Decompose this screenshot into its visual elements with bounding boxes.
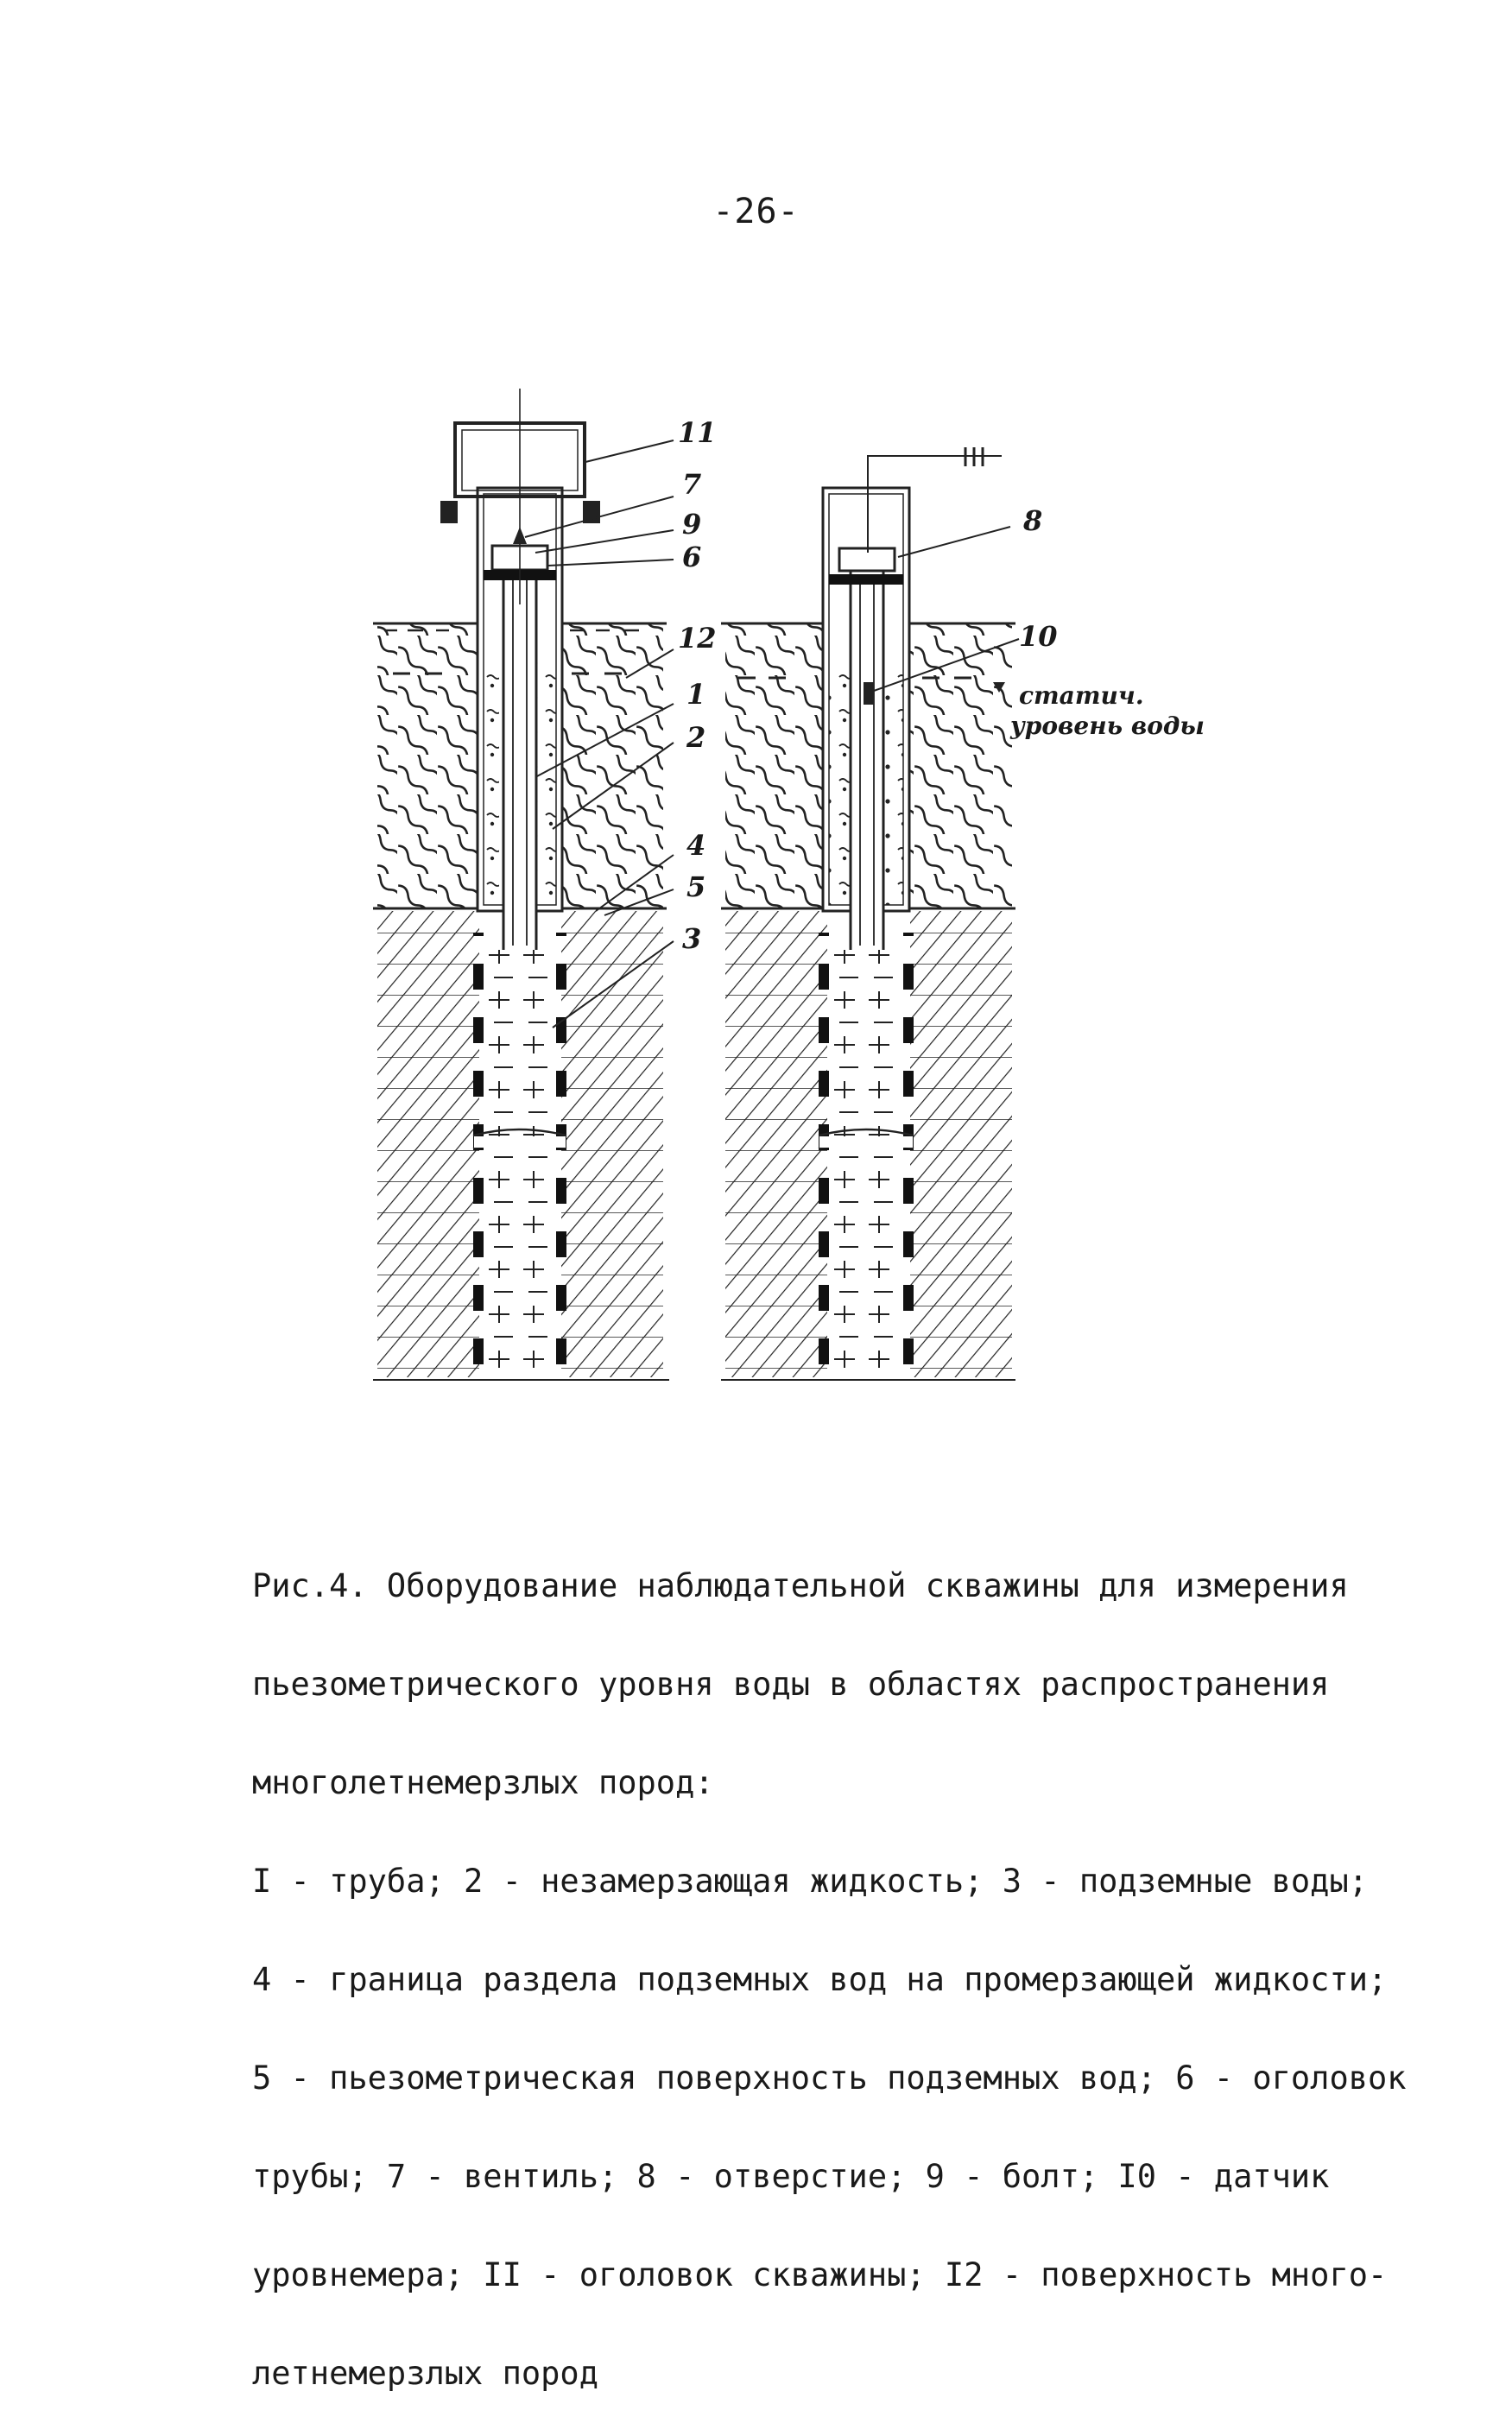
caption-line: 5 - пьезометрическая поверхность подземных вод; 6 - оголовок <box>252 2059 1407 2097</box>
page-number: -26- <box>712 192 800 231</box>
callout-8: 8 <box>1023 504 1043 537</box>
callout-5: 5 <box>686 870 706 903</box>
right-well <box>721 447 1015 1382</box>
callout-3: 3 <box>682 922 702 955</box>
callout-7: 7 <box>682 468 702 501</box>
callout-10: 10 <box>1019 620 1058 653</box>
callout-6: 6 <box>682 541 702 573</box>
caption-line: трубы; 7 - вентиль; 8 - отверстие; 9 - болт; I0 - датчик <box>252 2158 1330 2195</box>
static-level-label-line2: уровень воды <box>1010 712 1205 740</box>
caption-line: I - труба; 2 - незамерзающая жидкость; 3 - подземные воды; <box>252 1863 1369 1900</box>
caption-line: многолетнемерзлых пород: <box>252 1764 714 1801</box>
caption-line: 4 - граница раздела подземных вод на промерзающей жидкости; <box>252 1961 1388 1998</box>
callout-4: 4 <box>686 829 706 862</box>
caption-line: летнемерзлых пород <box>252 2355 598 2392</box>
caption-line: Рис.4. Оборудование наблюдательной скважины для измерения <box>252 1567 1349 1604</box>
callout-11: 11 <box>678 416 717 449</box>
caption-line: уровнемера; II - оголовок скважины; I2 - поверхность много- <box>252 2256 1388 2293</box>
caption-line: пьезометрического уровня воды в областях распространения <box>252 1666 1330 1703</box>
callout-2: 2 <box>686 721 706 754</box>
callout-9: 9 <box>682 508 702 541</box>
figure-caption <box>252 1504 1407 2423</box>
callout-12: 12 <box>678 622 717 655</box>
callout-1: 1 <box>686 678 706 711</box>
static-level-label-line1: статич. <box>1019 681 1144 710</box>
